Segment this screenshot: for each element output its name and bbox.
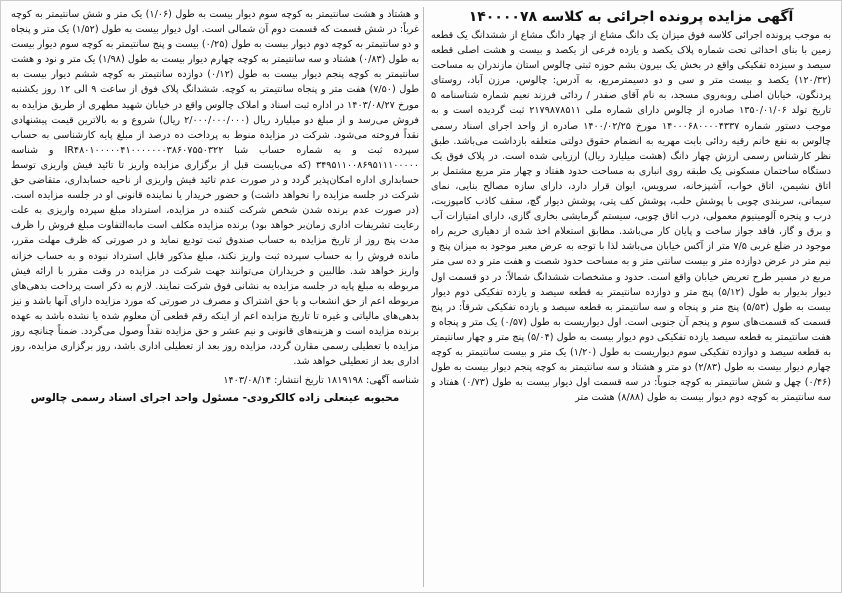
notice-body-left: و هشتاد و هشت سانتیمتر به کوچه سوم دیوار بیست به طول (۱/۰۶) یک متر و شش سانتیمتر به کوچه غرباً: در شش قسمت که قسمت دوم آن شمالی است. اول دیوار بیست به طول (۱/۵۲) یک متر و پنجاه و دو سانتیمتر به کوچه دوم دیوار بیست به طول (۰/۲۵) بیست و پنج سانتیمتر به کوچه سوم دیوار بیست به طول (۰/۸۳) هشتاد و سه سانتیمتر به کوچه چهارم دیوار بیست به طول (۱/۹۸) یک متر و نود و هشت سانتیمتر به کوچه پنجم دیوار بیست به طول (۰/۱۲) دوازده سانتیمتر به کوچه ششم دیوار بیست به طول (۷/۵۰) هفت متر و پنجاه سانتیمتر به کوچه. ششدانگ پلاک فوق از ساعت ۹ الی ۱۲ روز یکشنبه مورخ ۱۴۰۳/۰۸/۲۷ در اداره ثبت اسناد و املاک چالوس واقع در خیابان شهید مطهری از طریق مزایده به فروش می‌رسد و از مبلغ دو میلیارد ریال (۲/۰۰۰/۰۰۰/۰۰۰ ریال) شروع و به بالاترین قیمت پیشنهادی نقداً فروخته می‌شود. شرکت در مزایده منوط به پرداخت ده درصد از مبلغ پایه کارشناسی به حساب سپرده ثبت و به شماره حساب شبا IR۴۸۰۱۰۰۰۰۰۴۱۰۰۰۰۰۰۰۳۸۶۰۷۵۵۰۳۲۲ و شناسه ۳۴۹۵۱۱۰۰۸۶۹۵۱۱۱۰۰۰۰۰ (که می‌بایست قبل از برگزاری مزایده واریز تا تائید فیش واریزی توسط حسابداری اداره امکان‌پذیر گردد و در صورت عدم تائید فیش واریزی از ناحیه حسابداری، متقاضی حق شرکت در جلسه مزایده را نخواهد داشت) و حضور خریدار یا نماینده قانونی او در جلسه مزایده است. (در صورت عدم برنده شدن شخص شرکت کننده در مزایده، استرداد مبلغ سپرده واریزی به علت رعایت تشریفات اداری زمان‌بر خواهد بود) برنده مزایده مکلف است مابه‌التفاوت مبلغ فروش را ظرف مدت پنج روز از تاریخ مزایده به حساب صندوق ثبت تودیع نماید و در صورتی که ظرف مهلت مقرر، مانده فروش را به حساب سپرده ثبت واریز نکند، مبلغ مذکور قابل استرداد نبوده و به حساب خزانه واریز خواهد شد. طالبین و خریداران می‌توانند جهت شرکت در مزایده در وقت مقرر با ارائه فیش مربوطه به مبلغ پایه در جلسه مزایده به نشانی فوق شرکت نمایند. لازم به ذکر است پرداخت بدهی‌های مربوطه اعم از حق انشعاب و یا حق اشتراک و مصرف در صورتی که مورد مزایده دارای آنها باشد و نیز بدهی‌های مالیاتی و غیره تا تاریخ مزایده اعم از اینکه رقم قطعی آن معلوم شده یا نشده باشد به عهده برنده مزایده است و هزینه‌های قانونی و نیم عشر و حق مزایده نقداً وصول می‌گردد. ضمناً چنانچه روز مزایده با تعطیلی رسمی مقارن گردد، مزایده روز بعد از تعطیلی اداری باشد، روز برگزاری مزایده، روز اداری بعد از تعطیلی خواهد شد. <box>11 9 419 368</box>
notice-body-right: به موجب پرونده اجرائی کلاسه فوق میزان یک دانگ مشاع از چهار دانگ مشاع از ششدانگ یک قطعه زمین با بنای احداثی تحت شماره پلاک یکصد و یازده فرعی از یکصد و بیست و هشت اصلی قطعه سیصد و سیزده تفکیکی واقع در بخش یک بیرون بشم حوزه ثبتی چالوس استان مازندران به مساحت (۱۲۰/۳۲) یکصد و بیست متر و سی و دو دسیمترمربع، به آدرس: چالوس، مرزن آباد، روستای پردنگون، خیابان اصلی روبه‌روی مسجد، به نام آقای صفدر / ردائی فرزند نعیم شماره شناسنامه ۵ تاریخ تولد ۱۳۵۰/۰۱/۰۶ صادره از چالوس دارای شماره ملی ۲۱۷۹۸۷۸۵۱۱ ثبت گردیده است و به موجب دستور شماره ۱۴۰۰۰۶۸۰۰۰۰۴۳۳۷ مورخ ۱۴۰۰/۰۲/۲۵ صادره از واحد اجرای اسناد رسمی چالوس به نفع خانم رقیه ردائی بابت مهریه به انضمام حقوق دولتی متعلقه بازداشت می‌باشد. طبق نظر کارشناس رسمی ارزش چهار دانگ (هشت میلیارد ریال) ارزیابی شده است. در پلاک فوق یک دستگاه ساختمان مسکونی یک طبقه روی انباری به مساحت حدود هفتاد و چهار متر مربع مشتمل بر اتاق نشیمن، اتاق خواب، آشپزخانه، سرویس، ایوان قرار دارد، دارای سازه مصالح بنایی، نمای سیمانی، سربندی چوبی با پوشش حلب، پوشش کف پتی، پوشش دیوار گچ، سقف کاذب کامپوزیت، درب و پنجره آلومینیوم معمولی، درب اتاق چوبی، سیستم گرمایشی بخاری گازی، دارای امتیازات آب و برق و گاز، فاقد جواز ساخت و پایان کار می‌باشد. مطابق استعلام اخذ شده از دهیاری حریم راه موجود در ضلع غربی ۷/۵ متر از آکس خیابان می‌باشد لذا با توجه به عرض معبر موجود به میزان پنج و نیم متر در عرض دوازده متر و بیست سانتی متر و به مساحت حدود شصت و هفت متر و ده سی متر مربع در مسیر طرح تعریض خیابان واقع است. حدود و مشخصات ششدانگ شمالاً: در دو قسمت اول دیوار بدیوار به طول (۵/۱۲) پنج متر و دوازده سانتیمتر به قطعه سیصد و یازده تفکیکی دوم دیوار بیست به طول (۵/۵۳) پنج متر و پنجاه و سه سانتیمتر به قطعه سیصد و یازده تفکیکی شرقاً: در پنج قسمت که قسمت‌های سوم و پنجم آن جنوبی است. اول دیواریست به طول (۰/۵۷) یک متر و پنجاه و هفت سانتیمتر به قطعه سیصد یازده تفکیکی دوم دیوار بیست به طول (۵/۰۴) پنج متر و چهار سانتیمتر به قطعه سیصد و دوازده تفکیکی سوم دیواریست به طول (۱/۲۰) یک متر و بیست سانتیمتر به کوچه چهارم دیوار بیست به طول (۲/۸۳) دو متر و هشتاد و سه سانتیمتر به کوچه پنجم دیوار بیست به طول (۰/۴۶) چهل و شش سانتیمتر به کوچه جنوباً: در سه قسمت اول دیوار بیست به طول (۰/۷۳) هفتاد و سه سانتیمتر به کوچه دوم دیوار بیست به طول (۸/۸۸) هشت متر <box>431 30 831 404</box>
notice-right-column <box>431 7 831 587</box>
notice-title: آگهی مزایده پرونده اجرائی به کلاسه ۱۴۰۰۰۰۷۸ <box>468 9 794 25</box>
notice-id-and-date: شناسه آگهی: ۱۸۱۹۱۹۸ تاریخ انتشار: ۱۴۰۳/۰۸/۱۴ <box>223 375 419 387</box>
column-divider <box>423 7 424 587</box>
notice-signature: محبوبه عینعلی زاده کالکرودی- مسئول واحد اجرای اسناد رسمی چالوس <box>30 392 400 405</box>
notice-left-column <box>11 7 419 587</box>
